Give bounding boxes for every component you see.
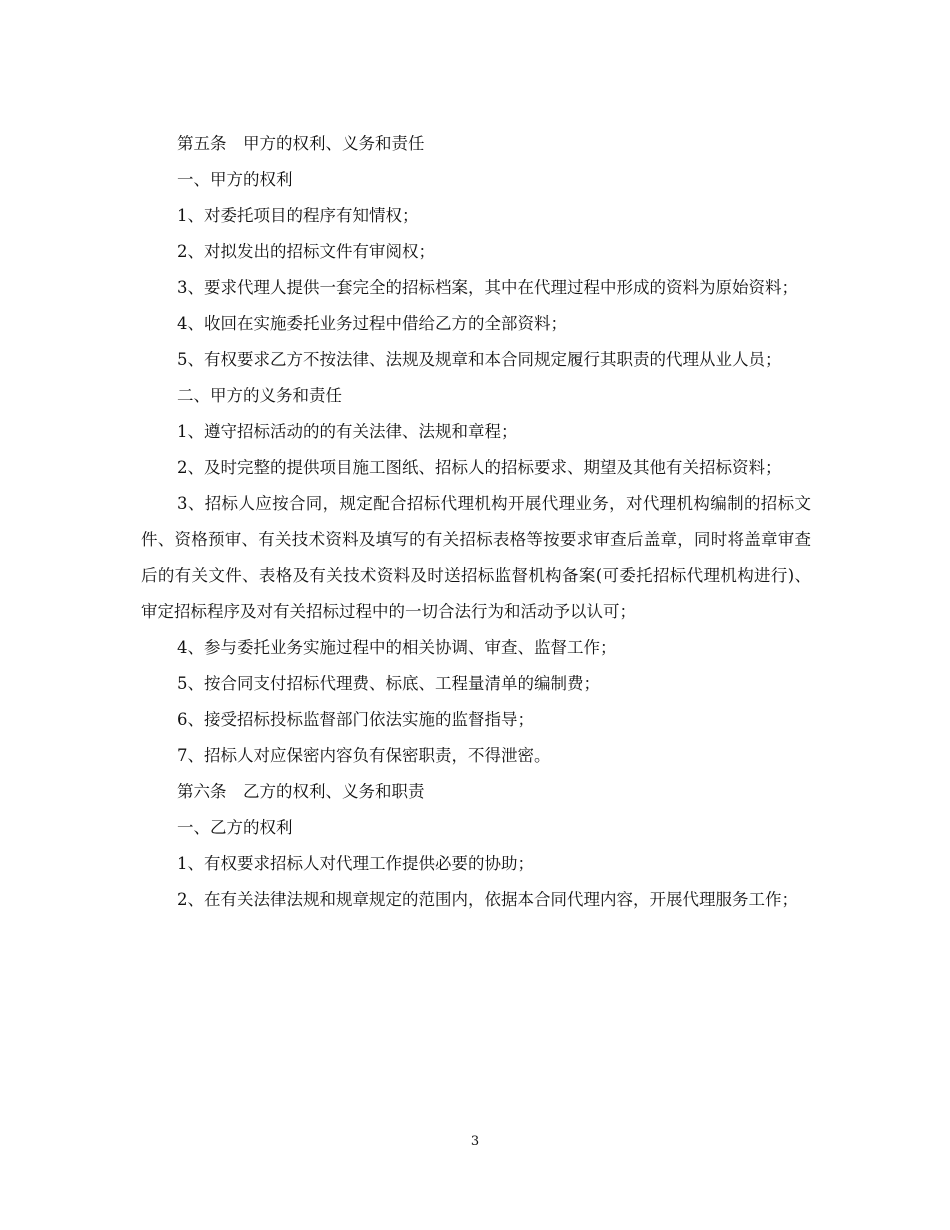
clause-paragraph: 1、遵守招标活动的的有关法律、法规和章程； <box>177 422 518 441</box>
clause-paragraph: 4、收回在实施委托业务过程中借给乙方的全部资料； <box>177 314 567 333</box>
clause-paragraph: 2、对拟发出的招标文件有审阅权； <box>177 242 435 261</box>
clause-paragraph: 1、有权要求招标人对代理工作提供必要的协助； <box>177 854 534 873</box>
clause-paragraph: 2、及时完整的提供项目施工图纸、招标人的招标要求、期望及其他有关招标资料； <box>177 458 782 477</box>
clause-paragraph: 4、参与委托业务实施过程中的相关协调、审查、监督工作； <box>177 638 617 657</box>
clause-paragraph: 5、按合同支付招标代理费、标底、工程量清单的编制费； <box>177 674 600 693</box>
document-body <box>141 126 811 918</box>
section-heading-party-b-rights: 一、乙方的权利 <box>177 818 293 837</box>
section-heading-party-a-duties: 二、甲方的义务和责任 <box>177 386 342 405</box>
article-6-heading: 第六条 乙方的权利、义务和职责 <box>177 782 425 801</box>
clause-paragraph: 2、在有关法律法规和规章规定的范围内，依据本合同代理内容，开展代理服务工作； <box>177 890 798 909</box>
clause-paragraph: 6、接受招标投标监督部门依法实施的监督指导； <box>177 710 534 729</box>
clause-paragraph: 7、招标人对应保密内容负有保密职责，不得泄密。 <box>177 746 551 765</box>
clause-paragraph: 3、要求代理人提供一套完全的招标档案，其中在代理过程中形成的资料为原始资料； <box>177 278 798 297</box>
page-number: 3 <box>470 1134 480 1149</box>
clause-paragraph: 5、有权要求乙方不按法律、法规及规章和本合同规定履行其职责的代理从业人员； <box>177 350 782 369</box>
clause-paragraph: 3、招标人应按合同，规定配合招标代理机构开展代理业务，对代理机构编制的招标文件、资格预审、有关技术资料及填写的有关招标表格等按要求审查后盖章，同时将盖章审查后的有关文件、表格及有关技术资料及时送招标监督机构备案(可委托招标代理机构进行)、审定招标程序及对有关招标过程中的一切合法行为和活动予以认可； <box>141 494 811 621</box>
section-heading-party-a-rights: 一、甲方的权利 <box>177 170 293 189</box>
article-5-heading: 第五条 甲方的权利、义务和责任 <box>177 134 425 153</box>
clause-paragraph: 1、对委托项目的程序有知情权； <box>177 206 419 225</box>
